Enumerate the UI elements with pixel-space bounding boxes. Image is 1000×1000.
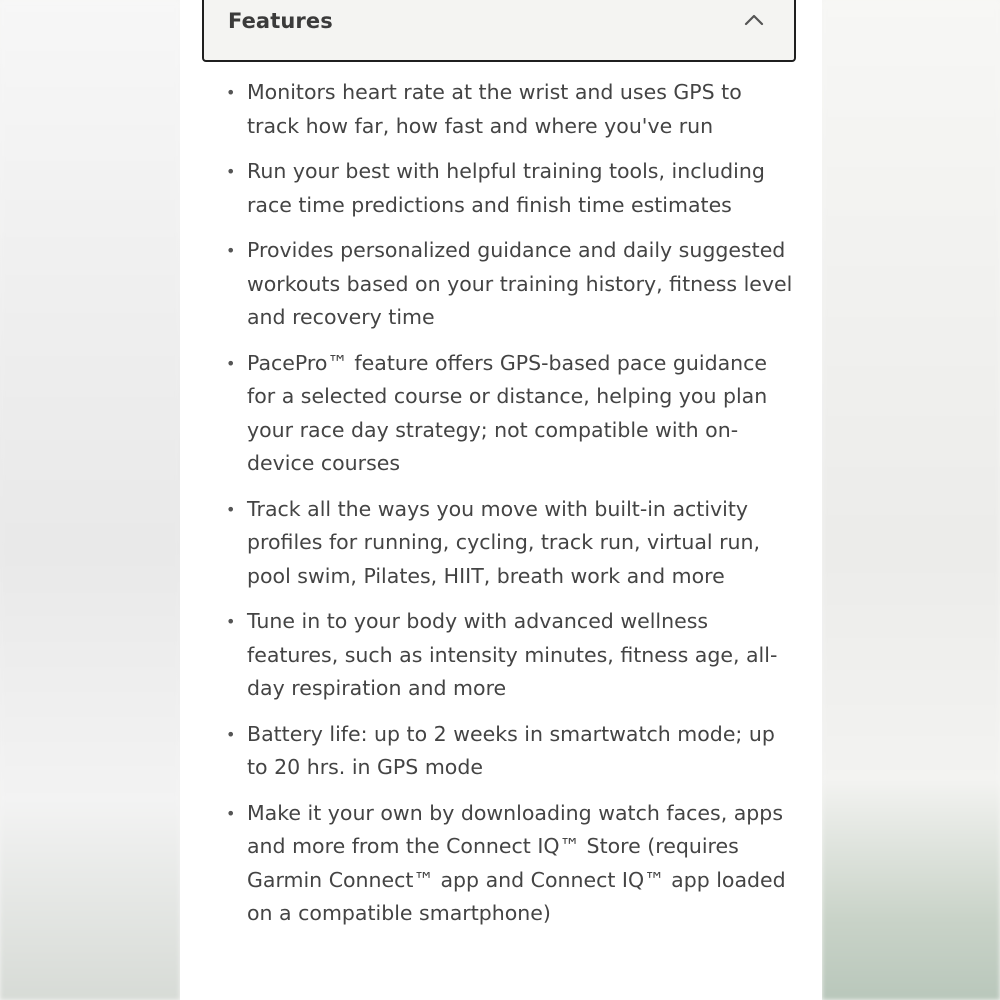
features-list xyxy=(224,76,794,943)
accordion-title: Features xyxy=(228,9,333,33)
features-accordion-header[interactable] xyxy=(202,0,796,62)
feature-text: PacePro™ feature offers GPS-based pace guidance for a selected course or distance, helping you plan your race day strategy; not compatible with on-device courses xyxy=(247,350,768,475)
feature-item xyxy=(224,347,794,481)
bullet-icon: • xyxy=(226,353,236,373)
feature-item xyxy=(224,797,794,931)
feature-text: Tune in to your body with advanced wellness features, such as intensity minutes, fitness age, all-day respiration and more xyxy=(247,609,778,700)
bullet-icon: • xyxy=(226,803,236,823)
feature-item xyxy=(224,493,794,594)
bullet-icon: • xyxy=(226,162,236,181)
feature-item xyxy=(224,234,794,335)
feature-text: Battery life: up to 2 weeks in smartwatch mode; up to 20 hrs. in GPS mode xyxy=(247,721,775,779)
feature-text: Monitors heart rate at the wrist and uses GPS to track how far, how fast and where you've run xyxy=(247,80,742,138)
feature-text: Run your best with helpful training tools, including race time predictions and finish time estimates xyxy=(247,159,765,217)
bullet-icon: • xyxy=(226,83,236,102)
bullet-icon: • xyxy=(226,612,236,631)
feature-text: Provides personalized guidance and daily suggested workouts based on your training history, fitness level and recovery time xyxy=(247,238,793,329)
chevron-up-icon[interactable] xyxy=(744,12,764,26)
feature-item xyxy=(224,76,794,143)
bullet-icon: • xyxy=(226,499,236,519)
feature-item xyxy=(224,155,794,222)
feature-text: Track all the ways you move with built-in activity profiles for running, cycling, track run, virtual run, pool swim, Pilates, HIIT, breath work and more xyxy=(247,496,761,588)
product-details-panel xyxy=(180,0,822,1000)
feature-item xyxy=(224,718,794,785)
bullet-icon: • xyxy=(226,724,236,744)
bullet-icon: • xyxy=(226,241,236,260)
feature-item xyxy=(224,605,794,706)
background-left xyxy=(0,0,180,1000)
background-right xyxy=(822,0,1000,1000)
feature-text: Make it your own by downloading watch faces, apps and more from the Connect IQ™ Store (requires Garmin Connect™ app and Connect IQ™ app loaded on a compatible smartphone) xyxy=(247,800,786,925)
